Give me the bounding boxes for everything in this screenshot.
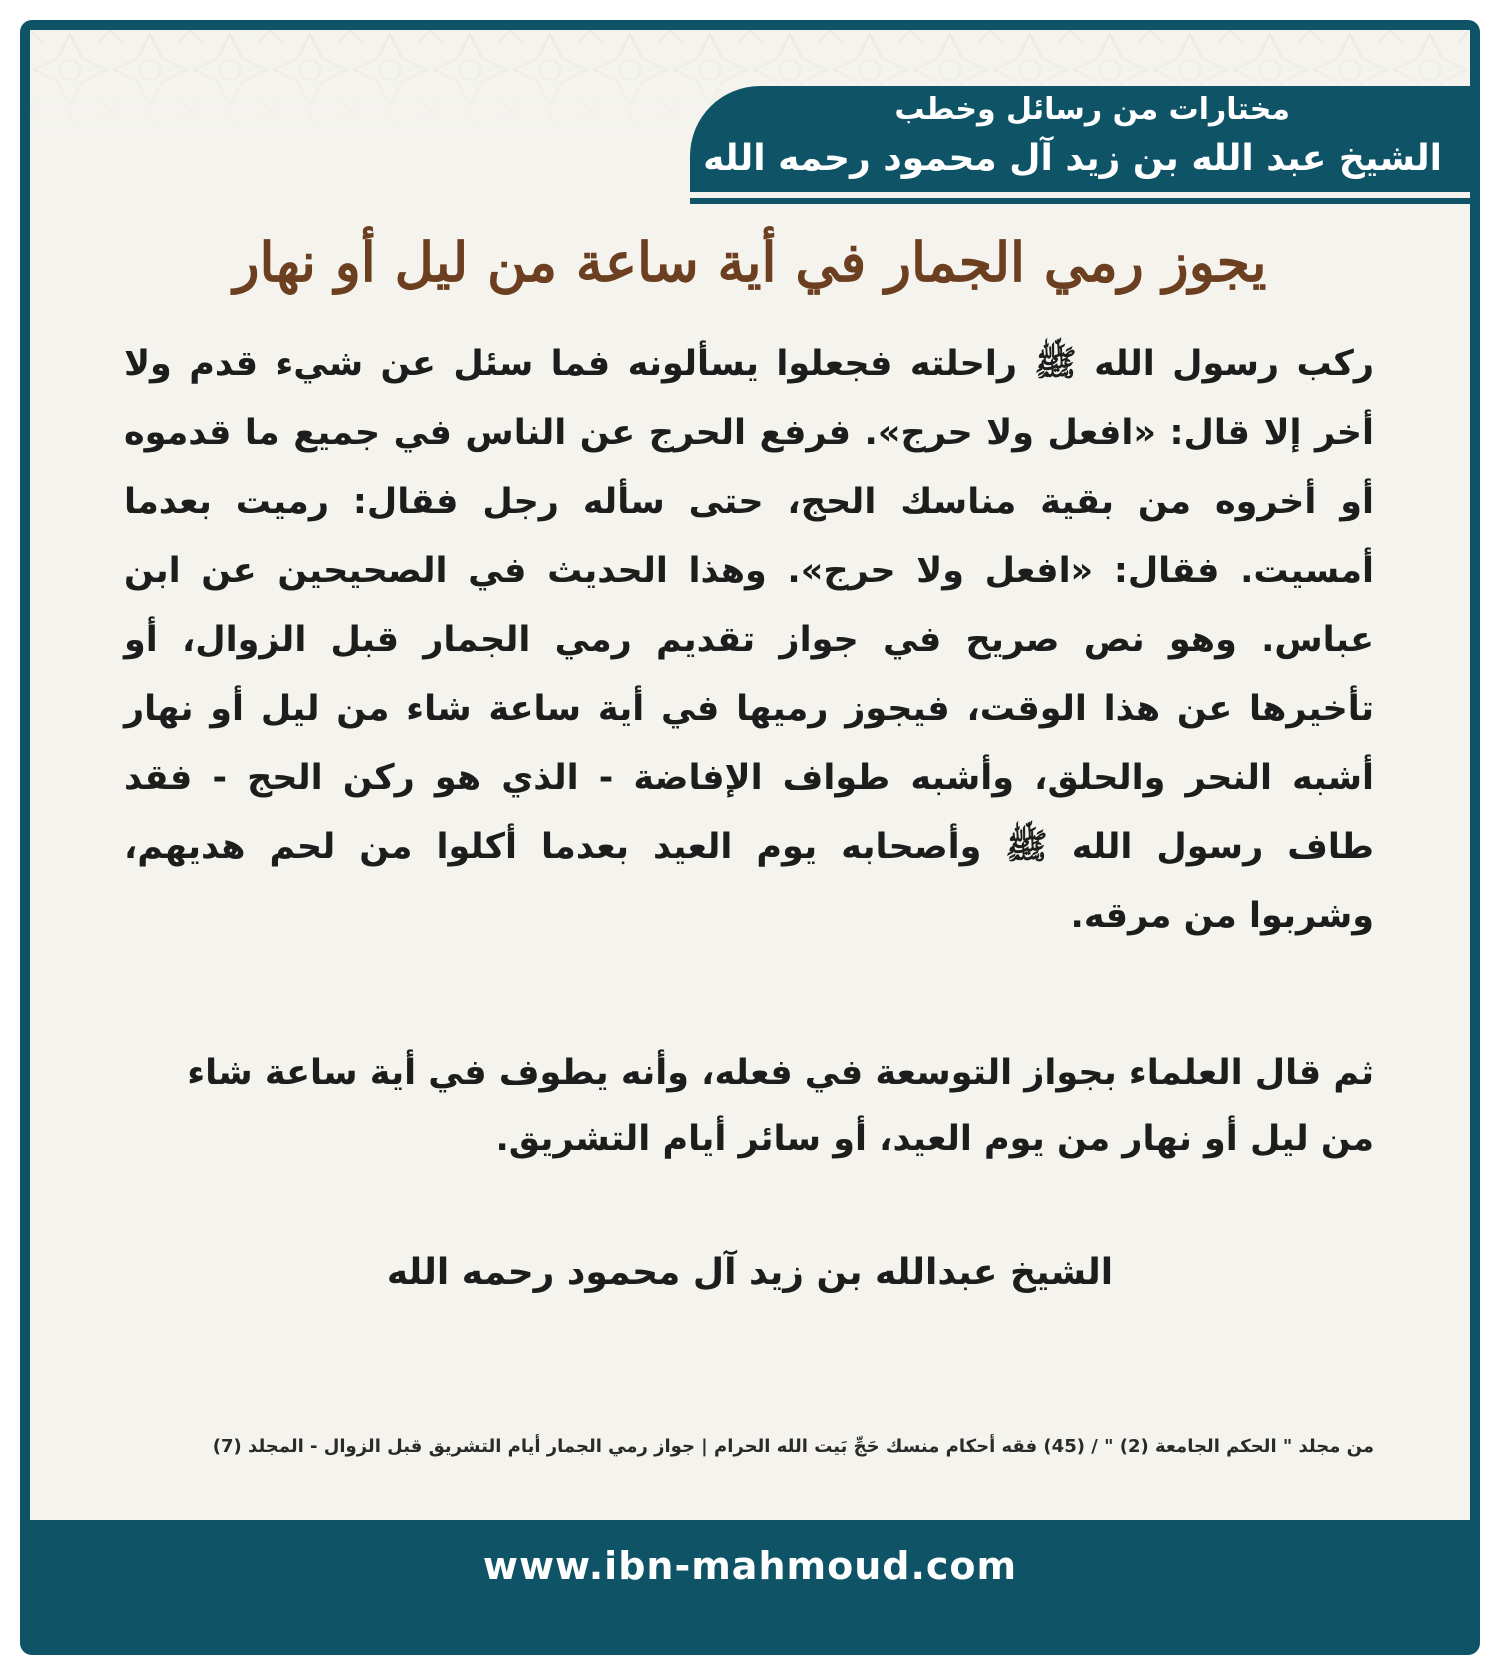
header-line-2: الشيخ عبد الله بن زيد آل محمود رحمه الله <box>703 138 1442 179</box>
header-line-1: مختارات من رسائل وخطب <box>894 92 1290 127</box>
website-link[interactable]: www.ibn-mahmoud.com <box>482 1544 1018 1588</box>
header-banner <box>690 86 1470 198</box>
source-citation: من مجلد " الحكم الجامعة (2) " / (45) فقه أحكام منسك حَجِّ بَيت الله الحرام | جواز رمي الجمار أيام التشريق قبل الزوال - المجلد (7) <box>212 1436 1374 1457</box>
author-signature: الشيخ عبدالله بن زيد آل محمود رحمه الله <box>386 1252 1114 1293</box>
paragraph-1: ركب رسول الله ﷺ راحلته فجعلوا يسألونه فما سئل عن شيء قدم ولا أخر إلا قال: «افعل ولا حرج». فرفع الحرج عن الناس في جميع ما قدموه أو أخروه من بقية مناسك الحج، حتى سأله رجل فقال: رميت بعدما أمسيت. فقال: «افعل ولا حرج». وهذا الحديث في الصحيحين عن ابن عباس. وهو نص صريح في جواز تقديم رمي الجمار قبل الزوال، أو تأخيرها عن هذا الوقت، فيجوز رميها في أية ساعة شاء من ليل أو نهار أشبه النحر والحلق، وأشبه طواف الإفاضة - الذي هو ركن الحج - فقد طاف رسول الله ﷺ وأصحابه يوم العيد بعدما أكلوا من لحم هديهم، وشربوا من مرقه. <box>124 344 1374 936</box>
content-card <box>30 30 1470 1520</box>
article-title: يجوز رمي الجمار في أية ساعة من ليل أو نهار <box>233 230 1267 294</box>
paragraph-2: ثم قال العلماء بجواز التوسعة في فعله، وأنه يطوف في أية ساعة شاء من ليل أو نهار من يوم العيد، أو سائر أيام التشريق. <box>187 1053 1374 1159</box>
